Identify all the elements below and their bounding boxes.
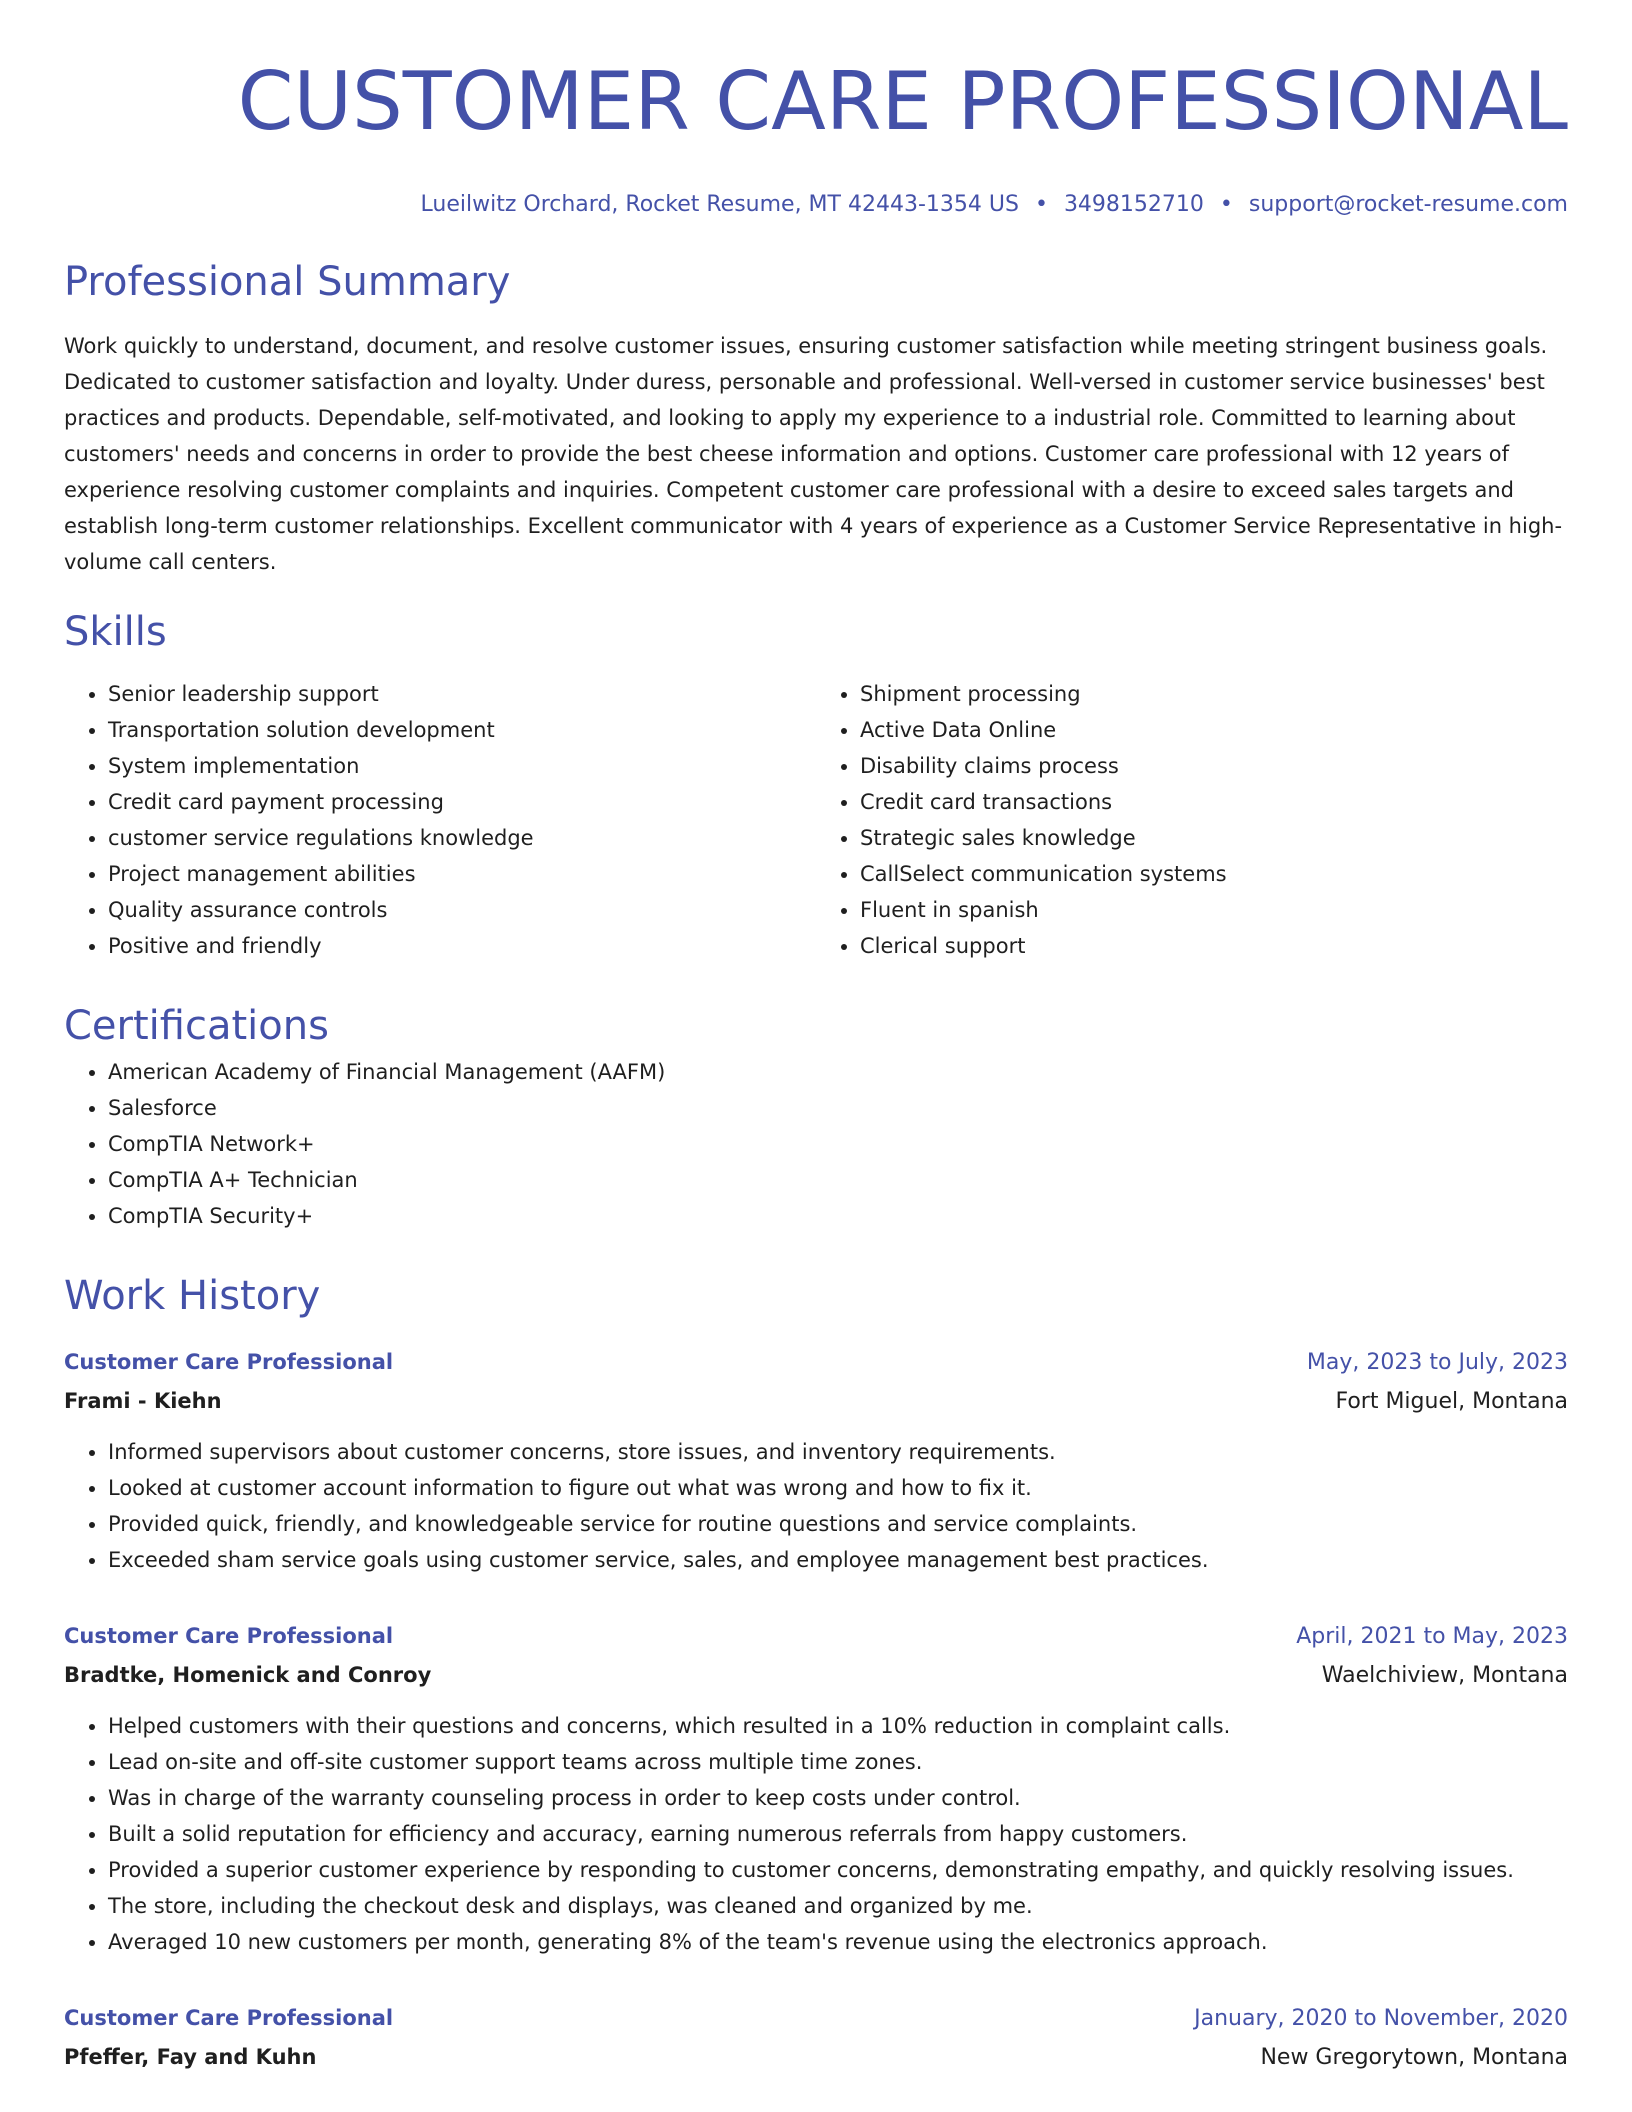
job-title: Customer Care Professional bbox=[64, 2006, 394, 2030]
job-bullet: • Helped customers with their questions and concerns, which resulted in a 10% reduction in complaint calls. bbox=[108, 1708, 1568, 1744]
skill-item: • Transportation solution development bbox=[108, 712, 816, 748]
job-location: Waelchiview, Montana bbox=[1321, 1663, 1568, 1688]
job-bullet: • Averaged 10 new customers per month, generating 8% of the team's revenue using the electronics approach. bbox=[108, 1924, 1568, 1960]
skills-list-left bbox=[64, 676, 816, 964]
certification-item: • Salesforce bbox=[108, 1090, 1568, 1126]
resume-page bbox=[64, 0, 1568, 2078]
job-title: Customer Care Professional bbox=[64, 1350, 394, 1374]
skill-item: • Project management abilities bbox=[108, 856, 816, 892]
job-company: Frami - Kiehn bbox=[64, 1389, 222, 1413]
job-subheader bbox=[64, 1381, 1568, 1422]
job-bullet: • Provided a superior customer experience by responding to customer concerns, demonstrating empathy, and quickly resolving issues. bbox=[108, 1852, 1568, 1888]
contact-email[interactable]: support@rocket-resume.com bbox=[1248, 192, 1568, 217]
job-title: Customer Care Professional bbox=[64, 1624, 394, 1648]
job-entry bbox=[64, 2000, 1568, 2078]
job-bullet: • Looked at customer account information to figure out what was wrong and how to fix it. bbox=[108, 1470, 1568, 1506]
job-dates: May, 2023 to July, 2023 bbox=[1306, 1350, 1568, 1375]
job-entry bbox=[64, 1344, 1568, 1578]
certification-item: • CompTIA Network+ bbox=[108, 1126, 1568, 1162]
job-bullet: • Informed supervisors about customer concerns, store issues, and inventory requirements. bbox=[108, 1434, 1568, 1470]
job-company: Bradtke, Homenick and Conroy bbox=[64, 1663, 432, 1687]
skill-item: • Shipment processing bbox=[860, 676, 1568, 712]
summary-text: Work quickly to understand, document, and resolve customer issues, ensuring customer satisfaction while meeting stringent business goals. Dedicated to customer satisfaction and loyalty. Under duress, personable and professional. Well-versed in customer service businesses' best practices and products. Dependable, self-motivated, and looking to apply my experience to a industrial role. Committed to learning about customers' needs and concerns in order to provide the best cheese information and options. Customer care professional with 12 years of experience resolving customer complaints and inquiries. Competent customer care professional with a desire to exceed sales targets and establish long-term customer relationships. Excellent communicator with 4 years of experience as a Customer Service Representative in high-volume call centers. bbox=[64, 334, 1563, 574]
skill-item: • Active Data Online bbox=[860, 712, 1568, 748]
skill-item: • System implementation bbox=[108, 748, 816, 784]
job-subheader bbox=[64, 1655, 1568, 1696]
skill-item: • Quality assurance controls bbox=[108, 892, 816, 928]
certification-item: • CompTIA A+ Technician bbox=[108, 1162, 1568, 1198]
job-bullet: • Was in charge of the warranty counseling process in order to keep costs under control. bbox=[108, 1780, 1568, 1816]
job-entry bbox=[64, 1618, 1568, 1960]
work-history-heading: Work History bbox=[64, 1273, 321, 1319]
job-header bbox=[64, 2000, 1568, 2037]
skill-item: • CallSelect communication systems bbox=[860, 856, 1568, 892]
certifications-heading: Certifications bbox=[64, 1003, 329, 1049]
summary-heading: Professional Summary bbox=[64, 259, 511, 305]
job-subheader bbox=[64, 2037, 1568, 2078]
job-header bbox=[64, 1344, 1568, 1381]
skill-item: • Strategic sales knowledge bbox=[860, 820, 1568, 856]
certification-item: • American Academy of Financial Management (AAFM) bbox=[108, 1054, 1568, 1090]
job-bullets bbox=[64, 1434, 1568, 1578]
job-location: New Gregorytown, Montana bbox=[1260, 2045, 1568, 2070]
skill-item: • Credit card transactions bbox=[860, 784, 1568, 820]
job-dates: April, 2021 to May, 2023 bbox=[1296, 1624, 1568, 1649]
job-bullets bbox=[64, 1708, 1568, 1960]
contact-separator: • bbox=[1219, 192, 1233, 217]
job-bullet: • Provided quick, friendly, and knowledgeable service for routine questions and service complaints. bbox=[108, 1506, 1568, 1542]
skill-item: • Credit card payment processing bbox=[108, 784, 816, 820]
contact-address: Lueilwitz Orchard, Rocket Resume, MT 42443-1354 US bbox=[420, 192, 1019, 217]
skill-item: • Fluent in spanish bbox=[860, 892, 1568, 928]
job-company: Pfeffer, Fay and Kuhn bbox=[64, 2045, 317, 2069]
job-dates: January, 2020 to November, 2020 bbox=[1194, 2006, 1568, 2031]
skills-heading: Skills bbox=[64, 609, 167, 655]
contact-phone: 3498152710 bbox=[1063, 192, 1204, 217]
contact-line bbox=[64, 190, 1568, 220]
skill-item: • Senior leadership support bbox=[108, 676, 816, 712]
skill-item: • Positive and friendly bbox=[108, 928, 816, 964]
skills-columns bbox=[64, 676, 1568, 964]
resume-name: CUSTOMER CARE PROFESSIONAL bbox=[237, 55, 1568, 148]
job-bullet: • Lead on-site and off-site customer support teams across multiple time zones. bbox=[108, 1744, 1568, 1780]
job-bullet: • Built a solid reputation for efficiency and accuracy, earning numerous referrals from happy customers. bbox=[108, 1816, 1568, 1852]
job-bullet: • Exceeded sham service goals using customer service, sales, and employee management best practices. bbox=[108, 1542, 1568, 1578]
skill-item: • customer service regulations knowledge bbox=[108, 820, 816, 856]
job-location: Fort Miguel, Montana bbox=[1335, 1389, 1568, 1414]
job-header bbox=[64, 1618, 1568, 1655]
skill-item: • Disability claims process bbox=[860, 748, 1568, 784]
certifications-list bbox=[64, 1054, 1568, 1234]
skills-list-right bbox=[816, 676, 1568, 964]
job-bullet: • The store, including the checkout desk and displays, was cleaned and organized by me. bbox=[108, 1888, 1568, 1924]
certification-item: • CompTIA Security+ bbox=[108, 1198, 1568, 1234]
skill-item: • Clerical support bbox=[860, 928, 1568, 964]
contact-separator: • bbox=[1034, 192, 1048, 217]
